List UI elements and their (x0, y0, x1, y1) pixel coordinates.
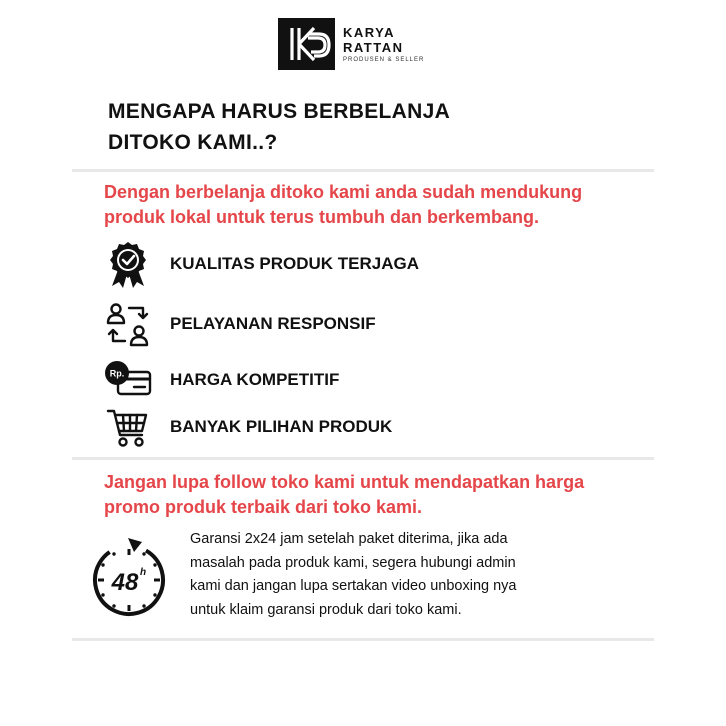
intro-text-line1: Dengan berbelanja ditoko kami anda sudah mendukung (104, 182, 583, 202)
shopping-cart-icon (104, 403, 152, 451)
divider (72, 638, 654, 641)
48h-clock-icon (88, 530, 170, 627)
brand-name-line1: KARYA (343, 24, 396, 40)
warranty-text (190, 528, 516, 622)
responsive-service-icon (104, 300, 152, 348)
quality-badge-icon (104, 240, 152, 288)
feature-item (104, 240, 420, 288)
feature-label: KUALITAS PRODUK TERJAGA (170, 254, 420, 273)
brand-name-line2: RATTAN (343, 39, 404, 55)
price-card-icon (104, 356, 152, 404)
clock-number: 48 (111, 569, 139, 596)
follow-text-line2: promo produk terbaik dari toko kami. (104, 497, 423, 517)
page-title-line1: MENGAPA HARUS BERBELANJA (108, 100, 451, 123)
warranty-text-line2: masalah pada produk kami, segera hubungi admin (190, 554, 516, 571)
divider (72, 169, 654, 172)
divider (72, 457, 654, 460)
brand-name (343, 26, 424, 63)
brand-tagline: PRODUSEN & SELLER (343, 56, 425, 63)
warranty-text-line4: untuk klaim garansi produk dari toko kami. (190, 601, 462, 618)
intro-text (104, 180, 582, 230)
intro-text-line2: produk lokal untuk terus tumbuh dan berkembang. (104, 207, 540, 227)
feature-label: PELAYANAN RESPONSIF (170, 314, 376, 333)
feature-item (104, 403, 393, 451)
page-title-line2: DITOKO KAMI..? (108, 131, 278, 154)
page-title (108, 96, 450, 158)
feature-item (104, 300, 376, 348)
clock-unit: h (139, 567, 147, 578)
price-icon-text: Rp. (109, 368, 125, 379)
feature-item (104, 356, 340, 404)
feature-label: HARGA KOMPETITIF (170, 370, 340, 389)
warranty-text-line3: kami dan jangan lupa sertakan video unboxing nya (190, 578, 517, 594)
follow-text (104, 470, 584, 520)
feature-label: BANYAK PILIHAN PRODUK (170, 417, 393, 436)
brand-logo (278, 18, 424, 70)
warranty-text-line1: Garansi 2x24 jam setelah paket diterima, jika ada (190, 531, 508, 547)
follow-text-line1: Jangan lupa follow toko kami untuk mendapatkan harga (104, 472, 585, 492)
kr-monogram-icon (278, 18, 335, 70)
